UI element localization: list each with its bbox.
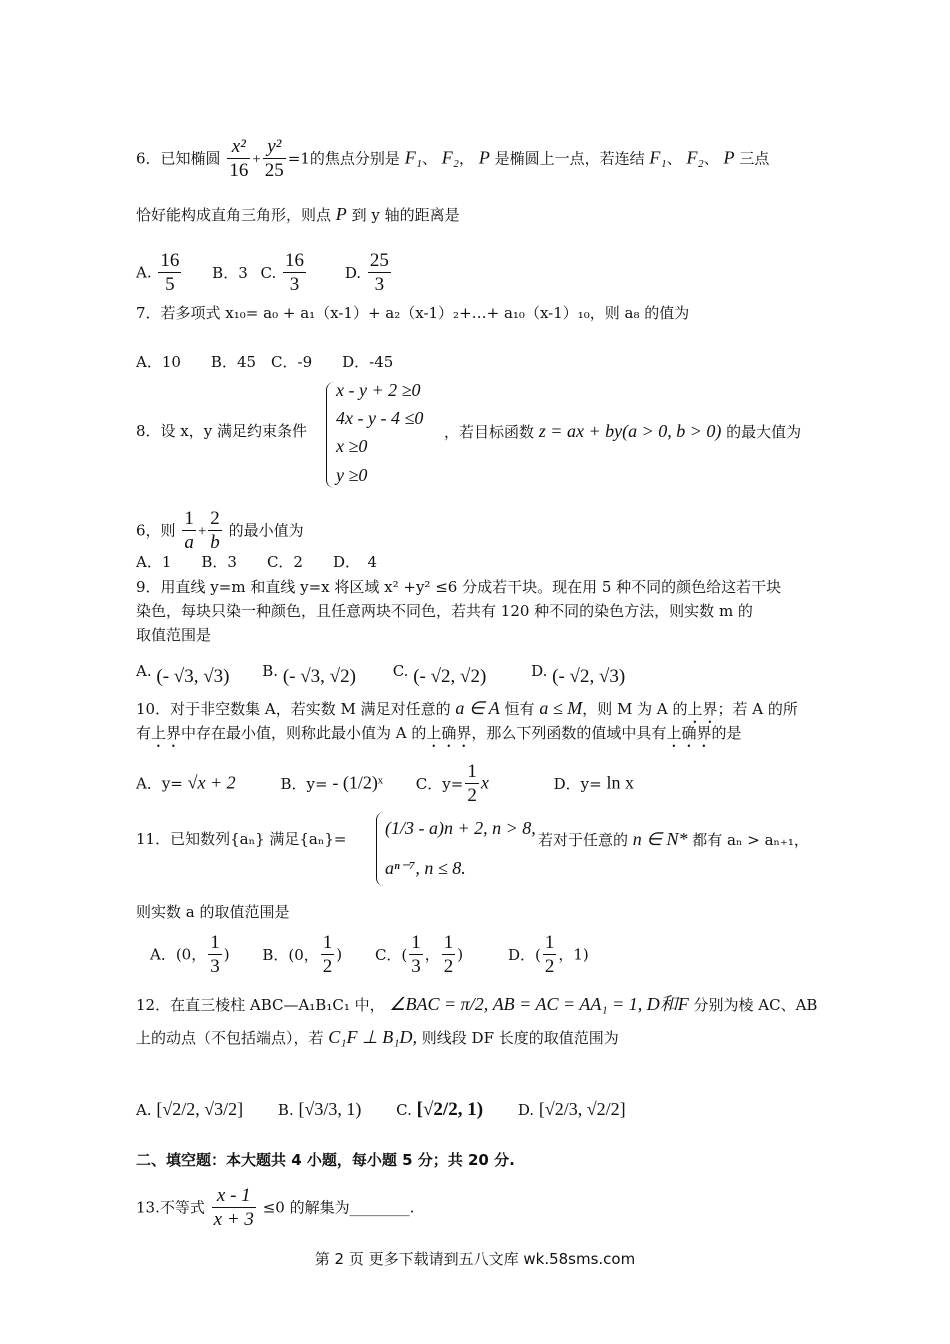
q6-prefix: 6．已知椭圆 xyxy=(136,149,221,168)
q12-opt-d-label: D. xyxy=(517,1101,535,1119)
q11-opt-b-frac xyxy=(321,932,335,979)
q6-opt-d-num: 25 xyxy=(369,250,389,271)
question-8-line-2 xyxy=(136,508,304,555)
q10-opt-c-label: C．y= xyxy=(415,774,464,793)
question-10-options xyxy=(136,761,634,808)
q6-line2a: 恰好能构成直角三角形，则点 xyxy=(136,206,332,224)
q11-case-1: (1/3 - a)n + 2, n > 8, xyxy=(385,818,536,838)
q6-line2b: 到 y 轴的距离是 xyxy=(351,206,460,224)
question-6-line-1 xyxy=(136,136,769,183)
q9-opt-d-value: (- √2, √3) xyxy=(552,666,626,687)
q6-opt-c-label: C. xyxy=(260,263,277,282)
question-10-line-2 xyxy=(136,722,741,751)
q8b-frac-1-num: 1 xyxy=(184,508,194,529)
q12-opt-a-label: A. xyxy=(136,1101,152,1119)
q6-opt-d-frac xyxy=(368,250,391,297)
q10-emph-sup-2: 上确界 xyxy=(666,724,712,742)
q10-math-1: a ∈ A xyxy=(455,698,500,718)
q8b-pre: 6，则 xyxy=(136,521,176,540)
q9-opt-a-label: A. xyxy=(136,662,152,680)
q8b-plus: + xyxy=(197,523,207,540)
q12-opt-b-label: B. xyxy=(277,1101,294,1119)
q12-l2b: 则线段 DF 长度的取值范围为 xyxy=(421,1029,619,1047)
question-9-line-1: 9．用直线 y=m 和直线 y=x 将区域 x² +y² ≤6 分成若干块。现在用 5 种不同的颜色给这若干块 xyxy=(136,578,782,596)
q6-opt-a-den: 5 xyxy=(165,274,175,295)
q9-opt-c-label: C. xyxy=(392,662,409,680)
q11-opt-a-num: 1 xyxy=(210,932,220,953)
q6-line2-P: P xyxy=(335,204,347,224)
q10-l2d: 的是 xyxy=(711,724,742,742)
q8b-frac-2 xyxy=(208,508,222,555)
q10-opt-c-num: 1 xyxy=(467,761,477,782)
q11-opt-d-den: 2 xyxy=(544,956,555,977)
q6-sep3: 、 xyxy=(703,149,719,168)
q6-opt-a-num: 16 xyxy=(160,250,180,271)
q6-end: 三点 xyxy=(739,149,770,168)
q11-opt-a-label: A．(0， xyxy=(150,945,207,964)
q6-after: 是椭圆上一点，若连结 xyxy=(494,149,645,168)
question-6-options xyxy=(136,250,393,297)
q6-frac-x-num: x² xyxy=(227,136,250,159)
question-9-line-3: 取值范围是 xyxy=(136,626,212,644)
q10-opt-a-label: A．y= xyxy=(136,774,183,793)
question-12-options xyxy=(136,1098,626,1121)
q6-F2b: F₂ xyxy=(686,147,704,168)
q6-opt-c-num: 16 xyxy=(285,250,305,271)
q8-objective-formula: z = ax + by(a > 0, b > 0) xyxy=(538,421,722,441)
q10-opt-c-frac xyxy=(465,761,479,808)
q6-F1: F₁ xyxy=(404,147,422,168)
question-9-line-2: 染色，每块只染一种颜色，且任意两块不同色，若共有 120 种不同的染色方法，则实数 m 的 xyxy=(136,602,753,620)
q13-frac xyxy=(212,1185,256,1232)
question-7-options: A．10 B．45 C．-9 D．-45 xyxy=(136,353,394,371)
q8-objective xyxy=(444,420,801,443)
q6-plus: + xyxy=(252,151,261,168)
q12-math-2: C₁F ⊥ B₁D, xyxy=(328,1027,417,1047)
q6-opt-a-frac xyxy=(158,250,181,297)
question-11-prefix: 11．已知数列{aₙ} 满足{aₙ}= xyxy=(136,830,347,848)
q10-emph-sup: 上确界 xyxy=(426,724,472,742)
q12-opt-d-value: [√2/3, √2/2] xyxy=(538,1099,626,1119)
q6-opt-a-label: A. xyxy=(136,263,152,282)
q11-opt-d-label: D．( xyxy=(507,945,541,964)
q6-opt-b: B．3 xyxy=(212,263,248,282)
q11-opt-b-den: 2 xyxy=(322,956,333,977)
q6-opt-d-den: 3 xyxy=(374,274,385,295)
q11-opt-d-end: ，1) xyxy=(558,945,589,964)
q6-F2: F₂ xyxy=(441,147,460,168)
q6-frac-y-num: y² xyxy=(263,136,286,159)
page-footer: 第 2 页 更多下载请到五八文库 wk.58sms.com xyxy=(314,1250,636,1268)
q11-mid: 若对于任意的 xyxy=(538,831,629,849)
q10-opt-b-value: - (1/2)ˣ xyxy=(332,772,384,793)
q6-fraction-y xyxy=(263,136,286,183)
q11-opt-c-num-2: 1 xyxy=(443,932,454,953)
q6-opt-d-label: D. xyxy=(344,263,362,282)
q12-pre: 12．在直三棱柱 ABC—A₁B₁C₁ 中， xyxy=(136,996,385,1014)
question-9-options xyxy=(136,660,626,687)
q9-opt-c-value: (- √2, √2) xyxy=(413,666,487,687)
q13-den: x + 3 xyxy=(213,1209,254,1230)
q11-opt-c-den-1: 3 xyxy=(411,956,421,977)
q9-opt-b-label: B. xyxy=(262,662,279,680)
q11-case-2: aⁿ⁻⁷, n ≤ 8. xyxy=(385,858,466,878)
q11-opt-c-frac-1 xyxy=(409,932,423,979)
q6-sep2: 、 xyxy=(666,149,682,168)
q6-F1b: F₁ xyxy=(649,147,667,168)
q11-opt-a-end: ) xyxy=(223,945,230,964)
q10-p3: ，则 M 为 A 的 xyxy=(582,700,688,718)
q6-P: P xyxy=(478,147,490,168)
q6-sep1: 、 xyxy=(421,149,437,168)
q8b-frac-2-num: 2 xyxy=(210,508,220,529)
q6-comma: ， xyxy=(459,149,475,168)
q6-opt-c-frac xyxy=(283,250,306,297)
q6-opt-c-den: 3 xyxy=(289,274,300,295)
question-8-options: A．1 B．3 C．2 D． 4 xyxy=(136,553,378,571)
question-13 xyxy=(136,1185,414,1232)
q11-opt-c-end: ) xyxy=(457,945,464,964)
q8-end: 的最大值为 xyxy=(726,423,802,441)
q10-math-2: a ≤ M xyxy=(539,698,583,718)
q9-opt-b-value: (- √3, √2) xyxy=(282,666,356,687)
q6-eq: =1 xyxy=(287,149,310,168)
q11-end: 都有 aₙ > aₙ₊₁， xyxy=(692,831,809,849)
q10-opt-c-den: 2 xyxy=(467,785,477,806)
question-8-prefix: 8．设 x，y 满足约束条件 xyxy=(136,422,308,440)
q11-opt-c-mid: ， xyxy=(424,945,440,964)
q11-opt-c-label: C．( xyxy=(374,945,408,964)
question-6-line-2 xyxy=(136,203,460,226)
q8-constraint-1: x - y + 2 ≥0 xyxy=(336,380,421,400)
q8-constraint-4: y ≥0 xyxy=(336,465,368,485)
q9-opt-a-value: (- √3, √3) xyxy=(156,666,230,687)
q6-fraction-x xyxy=(227,136,250,183)
q12-opt-c-value: [√2/2, 1) xyxy=(416,1099,484,1120)
q8-constraint-2: 4x - y - 4 ≤0 xyxy=(336,408,424,428)
q10-opt-a-value: √x + 2 xyxy=(187,772,236,793)
q10-opt-c-x: x xyxy=(480,772,489,793)
q10-emph-upper-bound-2: 上界 xyxy=(151,724,182,742)
q9-opt-d-label: D. xyxy=(531,662,548,680)
q8b-frac-2-den: b xyxy=(210,532,220,553)
q12-end: 分别为棱 AC、AB xyxy=(693,996,818,1014)
q10-p2: 恒有 xyxy=(504,700,535,718)
q6-Pb: P xyxy=(723,147,735,168)
q10-l2b: 中存在最小值，则称此最小值为 A 的 xyxy=(181,724,427,742)
question-11-line-2: 则实数 a 的取值范围是 xyxy=(136,903,290,921)
q13-end: ≤0 的解集为________. xyxy=(262,1198,415,1217)
q11-condition xyxy=(538,828,809,851)
q8b-frac-1 xyxy=(182,508,196,555)
q13-num: x - 1 xyxy=(212,1185,256,1208)
q11-cond: n ∈ N* xyxy=(632,829,688,849)
q8b-frac-1-den: a xyxy=(184,532,194,553)
q13-pre: 13.不等式 xyxy=(136,1198,205,1217)
q11-opt-a-den: 3 xyxy=(210,956,220,977)
q6-mid: 的焦点分别是 xyxy=(309,149,400,168)
question-7: 7．若多项式 x₁₀= a₀ + a₁（x-1）+ a₂（x-1）₂+…+ a₁₀（x-1）₁₀，则 a₈ 的值为 xyxy=(136,304,690,322)
q6-frac-y-den: 25 xyxy=(264,160,284,181)
q11-opt-a-frac xyxy=(208,932,222,979)
q8-constraint-3: x ≥0 xyxy=(336,436,368,456)
q11-opt-b-num: 1 xyxy=(322,932,333,953)
q10-opt-d-value: ln x xyxy=(606,772,634,793)
q10-emph-upper-bound: 上界 xyxy=(687,700,718,718)
q12-opt-c-label: C. xyxy=(396,1101,412,1119)
q10-l2c: ，那么下列函数的值域中具有 xyxy=(471,724,667,742)
q8-mid: ，若目标函数 xyxy=(444,423,535,441)
q10-opt-b-label: B．y= xyxy=(280,774,328,793)
q11-opt-c-frac-2 xyxy=(442,932,456,979)
q11-opt-b-end: ) xyxy=(336,945,343,964)
q12-l2a: 上的动点（不包括端点），若 xyxy=(136,1029,324,1047)
q11-opt-b-label: B．(0， xyxy=(262,945,319,964)
q11-opt-c-num-1: 1 xyxy=(411,932,421,953)
q10-l2a: 有 xyxy=(136,724,152,742)
q10-opt-d-label: D．y= xyxy=(553,774,602,793)
q12-math-1: ∠BAC = π/2, AB = AC = AA₁ = 1, D和F xyxy=(389,994,689,1014)
question-12-line-1 xyxy=(136,993,817,1016)
q10-p4: ；若 A 的所 xyxy=(717,700,798,718)
q10-p1: 10．对于非空数集 A，若实数 M 满足对任意的 xyxy=(136,700,451,718)
q12-opt-a-value: [√2/2, √3/2] xyxy=(156,1099,244,1119)
q11-opt-d-frac xyxy=(543,932,557,979)
q8b-end: 的最小值为 xyxy=(228,521,304,540)
question-12-line-2 xyxy=(136,1026,619,1049)
q11-opt-d-num: 1 xyxy=(544,932,555,953)
q11-system-brace xyxy=(376,812,385,886)
q6-frac-x-den: 16 xyxy=(229,160,249,181)
question-11-options xyxy=(150,932,589,979)
section-2-heading: 二、填空题：本大题共 4 小题，每小题 5 分；共 20 分. xyxy=(136,1151,515,1169)
q11-opt-c-den-2: 2 xyxy=(443,956,454,977)
q12-opt-b-value: [√3/3, 1) xyxy=(298,1099,362,1119)
